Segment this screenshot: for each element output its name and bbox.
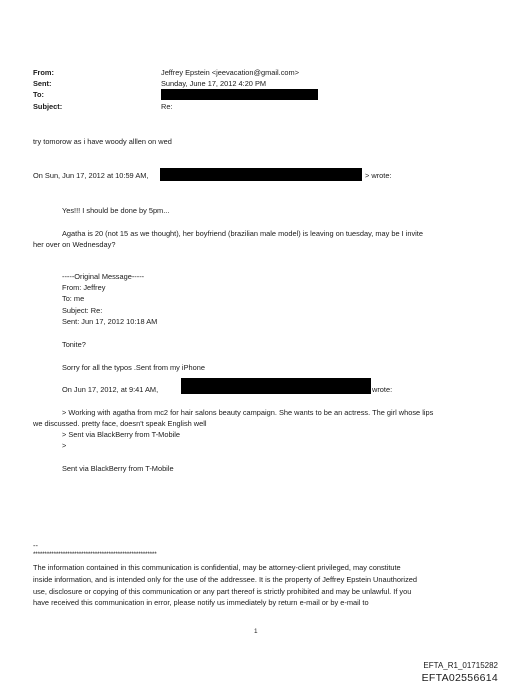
agatha-line-1: Agatha is 20 (not 15 as we thought), her boyfriend (brazilian male model) is leaving on tuesday, may be I invite xyxy=(62,229,423,238)
signature-dashes: -- xyxy=(33,541,38,550)
redaction-to xyxy=(161,89,318,100)
page-number: 1 xyxy=(254,628,258,635)
quote2-prefix: On Jun 17, 2012, at 9:41 AM, xyxy=(62,385,159,394)
typos-line: Sorry for all the typos .Sent from my iPhone xyxy=(62,363,205,372)
bates-stamp-1: EFTA_R1_01715282 xyxy=(423,661,498,670)
quote2-suffix: wrote: xyxy=(372,385,393,394)
separator-stars: ****************************************************** xyxy=(33,551,157,558)
reply-line: try tomorow as i have woody alllen on wed xyxy=(33,137,172,146)
blackberry-line: Sent via BlackBerry from T-Mobile xyxy=(62,464,174,473)
from-label: From: xyxy=(33,68,54,77)
redaction-quote2 xyxy=(181,378,371,394)
bates-stamp-2: EFTA02556614 xyxy=(421,672,498,684)
quote1-suffix: > wrote: xyxy=(365,171,392,180)
sent-value: Sunday, June 17, 2012 4:20 PM xyxy=(161,79,267,88)
disclaimer-line-4: have received this communication in error, please notify us immediately by return e-mail or by e-mail to xyxy=(33,598,369,607)
original-sent: Sent: Jun 17, 2012 10:18 AM xyxy=(62,317,158,326)
subject-label: Subject: xyxy=(33,102,63,111)
subject-value: Re: xyxy=(161,102,173,111)
original-to: To: me xyxy=(62,294,85,303)
original-from: From: Jeffrey xyxy=(62,283,106,292)
agatha-line-2: her over on Wednesday? xyxy=(33,240,116,249)
to-label: To: xyxy=(33,90,44,99)
disclaimer-line-1: The information contained in this communication is confidential, may be attorney-client privileged, may constitute xyxy=(33,563,401,572)
original-subject: Subject: Re: xyxy=(62,306,103,315)
working-line-2: we discussed. pretty face, doesn't speak English well xyxy=(33,419,207,428)
working-line-1: > Working with agatha from mc2 for hair salons beauty campaign. She wants to be an actress. The girl whose lips xyxy=(62,408,434,417)
quote1-prefix: On Sun, Jun 17, 2012 at 10:59 AM, xyxy=(33,171,149,180)
disclaimer-line-2: inside information, and is intended only for the use of the addressee. It is the property of Jeffrey Epstein Unauthorized xyxy=(33,575,417,584)
disclaimer-line-3: use, disclosure or copying of this communication or any part thereof is strictly prohibited and may be unlawful. If you xyxy=(33,587,412,596)
original-message-header: -----Original Message----- xyxy=(62,272,145,281)
blackberry-quote-line: > Sent via BlackBerry from T-Mobile xyxy=(62,430,180,439)
gt-line: > xyxy=(62,441,67,450)
tonite-line: Tonite? xyxy=(62,340,86,349)
sent-label: Sent: xyxy=(33,79,52,88)
yes-line: Yes!!! I should be done by 5pm... xyxy=(62,206,170,215)
redaction-quote1 xyxy=(160,168,362,181)
from-value: Jeffrey Epstein <jeevacation@gmail.com> xyxy=(161,68,300,77)
